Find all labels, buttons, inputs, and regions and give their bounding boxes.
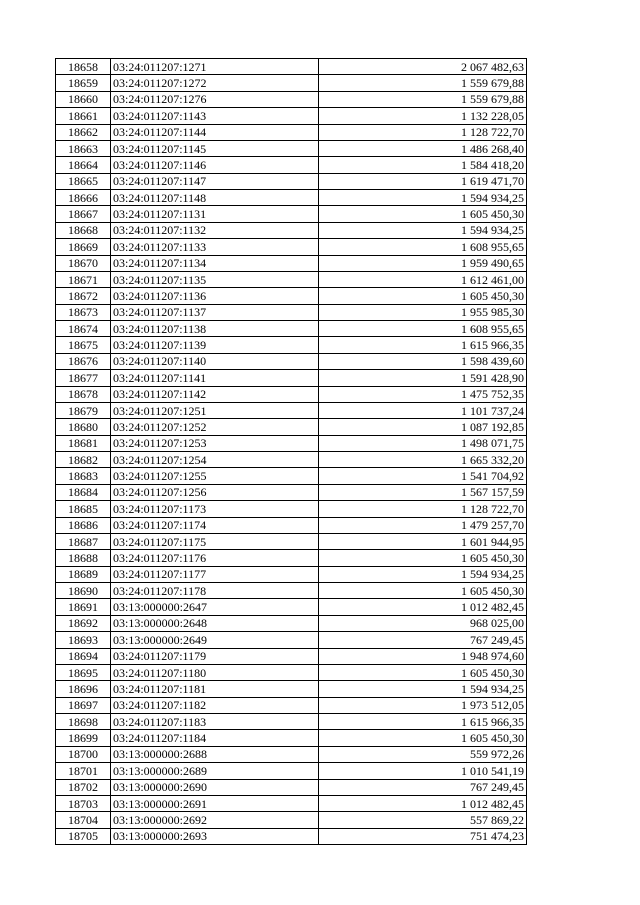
cadastral-number-cell: 03:24:011207:1141 [111, 370, 319, 386]
table-row [56, 386, 527, 402]
cadastral-value-cell: 1 605 450,30 [319, 583, 527, 599]
table-row [56, 271, 527, 287]
cadastral-value-cell: 1 541 704,92 [319, 468, 527, 484]
cadastral-number-cell: 03:24:011207:1145 [111, 140, 319, 156]
cadastral-value-cell: 1 559 679,88 [319, 91, 527, 107]
row-number-cell: 18701 [56, 763, 111, 779]
table-row [56, 599, 527, 615]
cadastral-value-cell: 1 594 934,25 [319, 681, 527, 697]
row-number-cell: 18681 [56, 435, 111, 451]
cadastral-value-cell: 751 474,23 [319, 828, 527, 844]
row-number-cell: 18669 [56, 239, 111, 255]
table-row [56, 648, 527, 664]
table-row [56, 468, 527, 484]
cadastral-value-cell: 1 608 955,65 [319, 321, 527, 337]
row-number-cell: 18691 [56, 599, 111, 615]
cadastral-value-cell: 1 132 228,05 [319, 108, 527, 124]
table-body [56, 59, 527, 845]
cadastral-number-cell: 03:24:011207:1142 [111, 386, 319, 402]
row-number-cell: 18675 [56, 337, 111, 353]
table-row [56, 157, 527, 173]
table-row [56, 190, 527, 206]
table-row [56, 533, 527, 549]
table-row [56, 484, 527, 500]
table-row [56, 255, 527, 271]
table-row [56, 173, 527, 189]
row-number-cell: 18679 [56, 402, 111, 418]
cadastral-value-cell: 1 486 268,40 [319, 140, 527, 156]
cadastral-value-cell: 1 948 974,60 [319, 648, 527, 664]
cadastral-value-cell: 559 972,26 [319, 746, 527, 762]
cadastral-number-cell: 03:24:011207:1176 [111, 550, 319, 566]
row-number-cell: 18680 [56, 419, 111, 435]
table-row [56, 730, 527, 746]
table-row [56, 288, 527, 304]
row-number-cell: 18661 [56, 108, 111, 124]
row-number-cell: 18698 [56, 714, 111, 730]
table-row [56, 681, 527, 697]
table-row [56, 763, 527, 779]
cadastral-value-cell: 1 594 934,25 [319, 190, 527, 206]
cadastral-number-cell: 03:24:011207:1256 [111, 484, 319, 500]
table-row [56, 59, 527, 75]
table-row [56, 337, 527, 353]
cadastral-number-cell: 03:24:011207:1139 [111, 337, 319, 353]
cadastral-number-cell: 03:24:011207:1140 [111, 353, 319, 369]
cadastral-value-cell: 1 498 071,75 [319, 435, 527, 451]
cadastral-value-cell: 1 959 490,65 [319, 255, 527, 271]
cadastral-number-cell: 03:24:011207:1252 [111, 419, 319, 435]
row-number-cell: 18696 [56, 681, 111, 697]
table-row [56, 632, 527, 648]
table-row [56, 370, 527, 386]
row-number-cell: 18692 [56, 615, 111, 631]
row-number-cell: 18665 [56, 173, 111, 189]
row-number-cell: 18668 [56, 222, 111, 238]
table-row [56, 353, 527, 369]
cadastral-number-cell: 03:24:011207:1147 [111, 173, 319, 189]
row-number-cell: 18672 [56, 288, 111, 304]
table-row [56, 828, 527, 844]
row-number-cell: 18688 [56, 550, 111, 566]
table-row [56, 91, 527, 107]
row-number-cell: 18695 [56, 664, 111, 680]
row-number-cell: 18703 [56, 795, 111, 811]
cadastral-value-cell: 1 591 428,90 [319, 370, 527, 386]
cadastral-number-cell: 03:24:011207:1137 [111, 304, 319, 320]
table-row [56, 714, 527, 730]
cadastral-number-cell: 03:24:011207:1138 [111, 321, 319, 337]
cadastral-value-cell: 1 584 418,20 [319, 157, 527, 173]
cadastral-number-cell: 03:13:000000:2647 [111, 599, 319, 615]
row-number-cell: 18685 [56, 501, 111, 517]
cadastral-number-cell: 03:24:011207:1272 [111, 75, 319, 91]
cadastral-number-cell: 03:24:011207:1173 [111, 501, 319, 517]
row-number-cell: 18682 [56, 452, 111, 468]
cadastral-number-cell: 03:24:011207:1177 [111, 566, 319, 582]
row-number-cell: 18693 [56, 632, 111, 648]
row-number-cell: 18671 [56, 271, 111, 287]
table-row [56, 402, 527, 418]
cadastral-number-cell: 03:24:011207:1174 [111, 517, 319, 533]
cadastral-number-cell: 03:13:000000:2692 [111, 812, 319, 828]
row-number-cell: 18658 [56, 59, 111, 75]
cadastral-value-cell: 1 594 934,25 [319, 566, 527, 582]
cadastral-number-cell: 03:24:011207:1182 [111, 697, 319, 713]
cadastral-value-table [55, 58, 527, 845]
cadastral-value-cell: 1 479 257,70 [319, 517, 527, 533]
cadastral-value-cell: 1 012 482,45 [319, 795, 527, 811]
cadastral-number-cell: 03:24:011207:1132 [111, 222, 319, 238]
cadastral-value-cell: 1 598 439,60 [319, 353, 527, 369]
cadastral-value-cell: 1 128 722,70 [319, 124, 527, 140]
cadastral-value-cell: 1 605 450,30 [319, 730, 527, 746]
cadastral-value-cell: 1 608 955,65 [319, 239, 527, 255]
row-number-cell: 18662 [56, 124, 111, 140]
cadastral-number-cell: 03:24:011207:1251 [111, 402, 319, 418]
cadastral-value-cell: 2 067 482,63 [319, 59, 527, 75]
cadastral-value-cell: 767 249,45 [319, 632, 527, 648]
cadastral-number-cell: 03:24:011207:1179 [111, 648, 319, 664]
cadastral-number-cell: 03:13:000000:2690 [111, 779, 319, 795]
row-number-cell: 18705 [56, 828, 111, 844]
cadastral-number-cell: 03:24:011207:1136 [111, 288, 319, 304]
table-row [56, 583, 527, 599]
row-number-cell: 18667 [56, 206, 111, 222]
cadastral-value-cell: 1 612 461,00 [319, 271, 527, 287]
table-row [56, 517, 527, 533]
cadastral-number-cell: 03:24:011207:1143 [111, 108, 319, 124]
cadastral-number-cell: 03:24:011207:1144 [111, 124, 319, 140]
row-number-cell: 18683 [56, 468, 111, 484]
cadastral-value-cell: 1 615 966,35 [319, 714, 527, 730]
cadastral-value-cell: 1 559 679,88 [319, 75, 527, 91]
table-row [56, 435, 527, 451]
table-row [56, 795, 527, 811]
table-row [56, 746, 527, 762]
cadastral-value-cell: 1 128 722,70 [319, 501, 527, 517]
cadastral-value-cell: 1 665 332,20 [319, 452, 527, 468]
table-row [56, 321, 527, 337]
cadastral-value-cell: 1 567 157,59 [319, 484, 527, 500]
cadastral-number-cell: 03:13:000000:2691 [111, 795, 319, 811]
cadastral-number-cell: 03:24:011207:1131 [111, 206, 319, 222]
table-row [56, 222, 527, 238]
row-number-cell: 18684 [56, 484, 111, 500]
cadastral-number-cell: 03:13:000000:2693 [111, 828, 319, 844]
row-number-cell: 18697 [56, 697, 111, 713]
cadastral-number-cell: 03:24:011207:1175 [111, 533, 319, 549]
cadastral-value-cell: 968 025,00 [319, 615, 527, 631]
cadastral-value-cell: 1 475 752,35 [319, 386, 527, 402]
cadastral-number-cell: 03:24:011207:1253 [111, 435, 319, 451]
cadastral-value-cell: 1 615 966,35 [319, 337, 527, 353]
table-row [56, 239, 527, 255]
cadastral-number-cell: 03:24:011207:1184 [111, 730, 319, 746]
cadastral-value-cell: 1 087 192,85 [319, 419, 527, 435]
cadastral-number-cell: 03:13:000000:2648 [111, 615, 319, 631]
row-number-cell: 18687 [56, 533, 111, 549]
cadastral-value-cell: 557 869,22 [319, 812, 527, 828]
row-number-cell: 18674 [56, 321, 111, 337]
cadastral-value-cell: 1 605 450,30 [319, 288, 527, 304]
row-number-cell: 18702 [56, 779, 111, 795]
table-row [56, 664, 527, 680]
cadastral-value-cell: 767 249,45 [319, 779, 527, 795]
row-number-cell: 18670 [56, 255, 111, 271]
row-number-cell: 18704 [56, 812, 111, 828]
row-number-cell: 18699 [56, 730, 111, 746]
table-row [56, 452, 527, 468]
cadastral-value-cell: 1 012 482,45 [319, 599, 527, 615]
cadastral-number-cell: 03:24:011207:1254 [111, 452, 319, 468]
cadastral-value-cell: 1 101 737,24 [319, 402, 527, 418]
table-row [56, 697, 527, 713]
cadastral-value-cell: 1 010 541,19 [319, 763, 527, 779]
row-number-cell: 18677 [56, 370, 111, 386]
cadastral-value-cell: 1 594 934,25 [319, 222, 527, 238]
row-number-cell: 18694 [56, 648, 111, 664]
table-row [56, 615, 527, 631]
row-number-cell: 18686 [56, 517, 111, 533]
cadastral-number-cell: 03:13:000000:2689 [111, 763, 319, 779]
table-row [56, 124, 527, 140]
row-number-cell: 18659 [56, 75, 111, 91]
row-number-cell: 18689 [56, 566, 111, 582]
table-row [56, 108, 527, 124]
cadastral-value-cell: 1 605 450,30 [319, 206, 527, 222]
table-row [56, 501, 527, 517]
cadastral-number-cell: 03:24:011207:1255 [111, 468, 319, 484]
cadastral-value-cell: 1 955 985,30 [319, 304, 527, 320]
cadastral-number-cell: 03:24:011207:1133 [111, 239, 319, 255]
table-row [56, 550, 527, 566]
cadastral-number-cell: 03:24:011207:1178 [111, 583, 319, 599]
cadastral-value-cell: 1 605 450,30 [319, 550, 527, 566]
row-number-cell: 18676 [56, 353, 111, 369]
row-number-cell: 18678 [56, 386, 111, 402]
row-number-cell: 18664 [56, 157, 111, 173]
cadastral-value-cell: 1 601 944,95 [319, 533, 527, 549]
table-row [56, 779, 527, 795]
cadastral-number-cell: 03:24:011207:1271 [111, 59, 319, 75]
cadastral-number-cell: 03:24:011207:1180 [111, 664, 319, 680]
row-number-cell: 18660 [56, 91, 111, 107]
cadastral-value-cell: 1 619 471,70 [319, 173, 527, 189]
cadastral-number-cell: 03:13:000000:2649 [111, 632, 319, 648]
row-number-cell: 18690 [56, 583, 111, 599]
cadastral-number-cell: 03:24:011207:1146 [111, 157, 319, 173]
cadastral-number-cell: 03:24:011207:1148 [111, 190, 319, 206]
table-row [56, 304, 527, 320]
row-number-cell: 18663 [56, 140, 111, 156]
cadastral-number-cell: 03:13:000000:2688 [111, 746, 319, 762]
cadastral-value-cell: 1 973 512,05 [319, 697, 527, 713]
cadastral-number-cell: 03:24:011207:1181 [111, 681, 319, 697]
table-row [56, 75, 527, 91]
cadastral-number-cell: 03:24:011207:1135 [111, 271, 319, 287]
cadastral-number-cell: 03:24:011207:1276 [111, 91, 319, 107]
row-number-cell: 18673 [56, 304, 111, 320]
table-row [56, 419, 527, 435]
cadastral-number-cell: 03:24:011207:1183 [111, 714, 319, 730]
row-number-cell: 18700 [56, 746, 111, 762]
table-row [56, 140, 527, 156]
table-row [56, 206, 527, 222]
cadastral-number-cell: 03:24:011207:1134 [111, 255, 319, 271]
row-number-cell: 18666 [56, 190, 111, 206]
table-row [56, 566, 527, 582]
table-row [56, 812, 527, 828]
cadastral-value-cell: 1 605 450,30 [319, 664, 527, 680]
